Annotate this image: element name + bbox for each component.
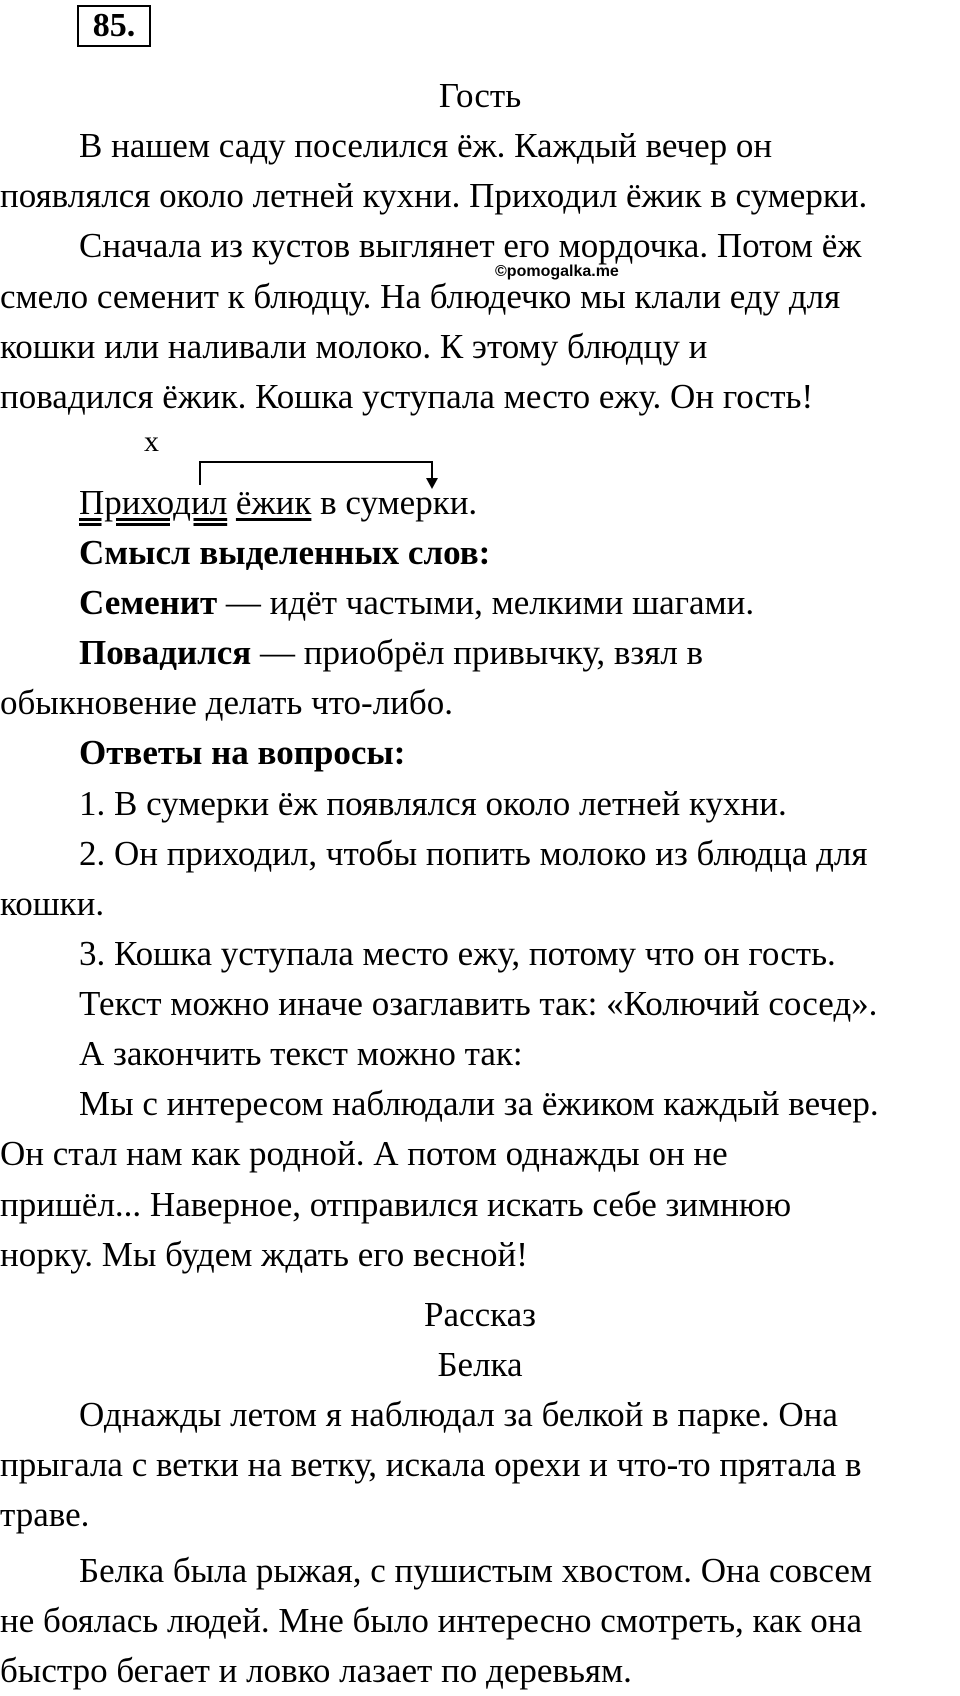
text-line: В нашем саду поселился ёж. Каждый вечер он xyxy=(79,126,773,165)
definition: Повадился — приобрёл привычку, взял в xyxy=(79,633,704,672)
analysis-mark: x xyxy=(144,425,159,458)
sentence-analysis xyxy=(79,478,959,528)
definition-continued: обыкновение делать что-либо. xyxy=(0,683,453,722)
definition-term: Семенит xyxy=(79,583,218,622)
section-header: Смысл выделенных слов: xyxy=(79,533,491,572)
story-label: Рассказ xyxy=(424,1295,536,1334)
text-line: Сначала из кустов выглянет его мордочка. Потом ёж xyxy=(79,226,862,265)
text-line: повадился ёжик. Кошка уступала место ежу. Он гость! xyxy=(0,377,814,416)
text-line: Он стал нам как родной. А потом однажды он не xyxy=(0,1134,728,1173)
text-line: кошки или наливали молоко. К этому блюдцу и xyxy=(0,327,708,366)
text-line: не боялась людей. Мне было интересно смотреть, как она xyxy=(0,1601,863,1640)
story-title: Белка xyxy=(437,1345,523,1384)
exercise-number: 85. xyxy=(77,5,151,47)
answer: кошки. xyxy=(0,884,105,923)
alt-title: Текст можно иначе озаглавить так: «Колючий сосед». xyxy=(79,984,878,1023)
text-line: Белка была рыжая, с пушистым хвостом. Она совсем xyxy=(79,1551,873,1590)
text-line: быстро бегает и ловко лазает по деревьям. xyxy=(0,1651,632,1690)
definition-term: Повадился xyxy=(79,633,252,672)
text-title: Гость xyxy=(438,76,522,115)
predicate: Приходил xyxy=(79,483,228,522)
answer: 2. Он приходил, чтобы попить молоко из блюдца для xyxy=(79,834,868,873)
text-line: смело семенит к блюдцу. На блюдечко мы клали еду для xyxy=(0,277,841,316)
watermark: ©pomogalka.me xyxy=(495,263,619,280)
sentence-rest: в сумерки. xyxy=(311,483,478,522)
answer: 3. Кошка уступала место ежу, потому что он гость. xyxy=(79,934,836,973)
text-line: траве. xyxy=(0,1495,90,1534)
subject: ёжик xyxy=(235,483,312,522)
answer: 1. В сумерки ёж появлялся около летней кухни. xyxy=(79,784,787,823)
ending-intro: А закончить текст можно так: xyxy=(79,1034,523,1073)
section-header: Ответы на вопросы: xyxy=(79,733,406,772)
definition: Семенит — идёт частыми, мелкими шагами. xyxy=(79,583,755,622)
text-line: норку. Мы будем ждать его весной! xyxy=(0,1235,528,1274)
text-line: Однажды летом я наблюдал за белкой в парке. Она xyxy=(79,1395,838,1434)
text-line: прыгала с ветки на ветку, искала орехи и что-то прятала в xyxy=(0,1445,862,1484)
text-line: появлялся около летней кухни. Приходил ёжик в сумерки. xyxy=(0,176,868,215)
text-line: Мы с интересом наблюдали за ёжиком каждый вечер. xyxy=(79,1084,879,1123)
text-line: пришёл... Наверное, отправился искать себе зимнюю xyxy=(0,1185,792,1224)
arrow-icon xyxy=(0,0,960,500)
